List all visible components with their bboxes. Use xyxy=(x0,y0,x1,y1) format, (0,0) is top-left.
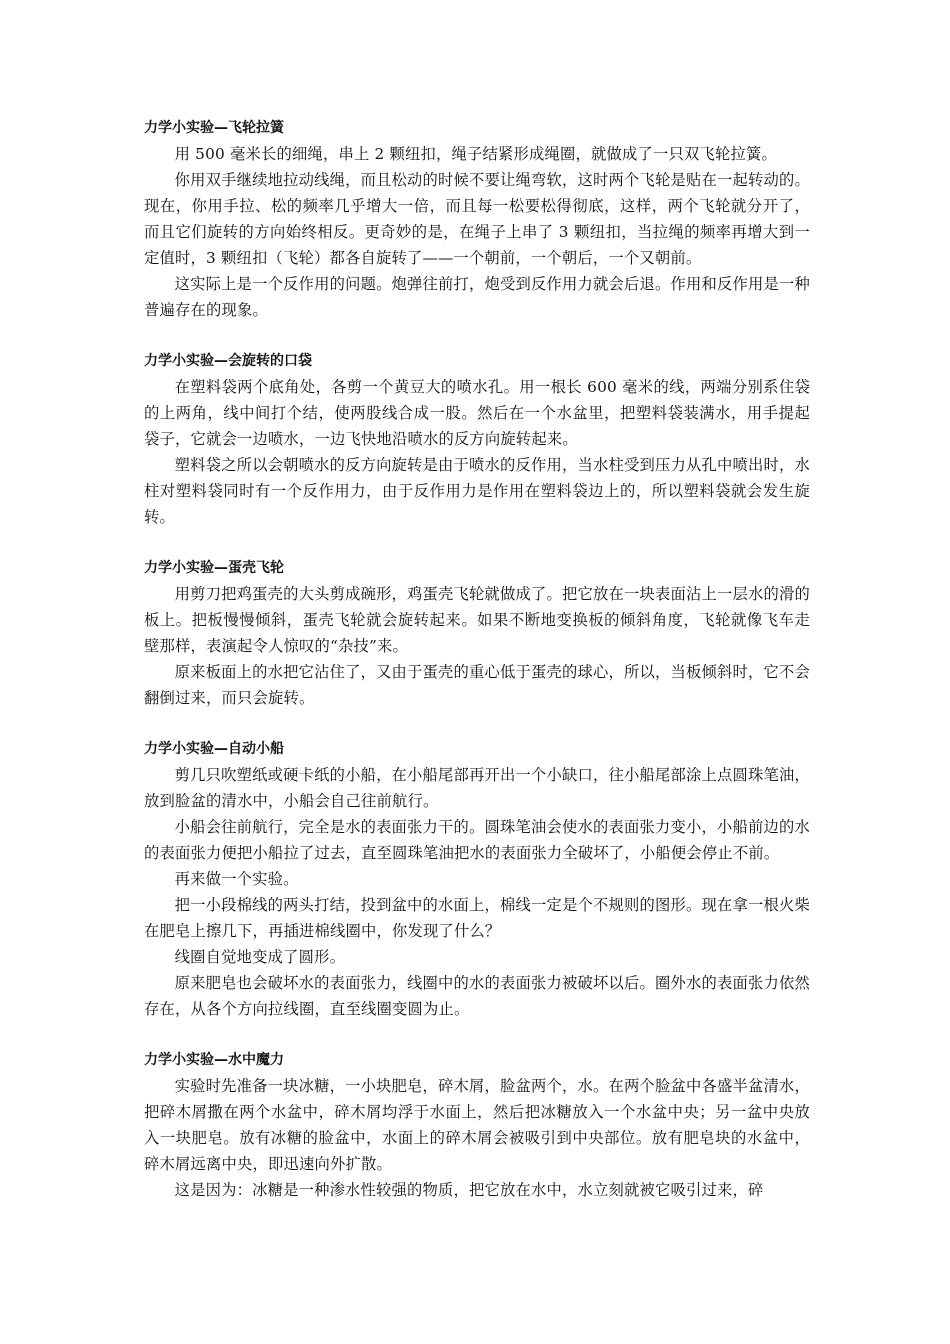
paragraph: 线圈自觉地变成了圆形。 xyxy=(174,948,346,966)
paragraph: 再来做一个实验。 xyxy=(174,870,299,888)
section-rotating-bag xyxy=(144,348,810,530)
section-flywheel-spring xyxy=(144,115,810,323)
paragraph: 这是因为：冰糖是一种渗水性较强的物质，把它放在水中，水立刻就被它吸引过来，碎 xyxy=(174,1181,764,1199)
paragraph: 原来肥皂也会破坏水的表面张力，线圈中的水的表面张力被破坏以后。圈外水的表面张力依然存在，从各个方向拉线圈，直至线圈变圆为止。 xyxy=(144,974,810,1018)
section-automatic-boat xyxy=(144,736,810,1022)
section-water-magic xyxy=(144,1047,810,1203)
paragraph: 你用双手继续地拉动线绳，而且松动的时候不要让绳弯软，这时两个飞轮是贴在一起转动的。现在，你用手拉、松的频率几乎增大一倍，而且每一松要松得彻底，这样，两个飞轮就分开了，而且它们旋转的方向始终相反。更奇妙的是，在绳子上串了 3 颗纽扣，当拉绳的频率再增大到一定值时，3 颗纽扣（飞轮）都各自旋转了——一个朝前，一个朝后，一个又朝前。 xyxy=(144,171,810,267)
paragraph: 塑料袋之所以会朝喷水的反方向旋转是由于喷水的反作用，当水柱受到压力从孔中喷出时，水柱对塑料袋同时有一个反作用力，由于反作用力是作用在塑料袋边上的，所以塑料袋就会发生旋转。 xyxy=(144,456,810,526)
section-eggshell-flywheel xyxy=(144,555,810,711)
document-body xyxy=(144,115,810,1228)
paragraph: 原来板面上的水把它沾住了，又由于蛋壳的重心低于蛋壳的球心，所以，当板倾斜时，它不会翻倒过来，而只会旋转。 xyxy=(144,663,810,707)
paragraph: 用 500 毫米长的细绳，串上 2 颗纽扣，绳子结紧形成绳圈，就做成了一只双飞轮拉簧。 xyxy=(174,145,777,163)
paragraph: 剪几只吹塑纸或硬卡纸的小船，在小船尾部再开出一个小缺口，往小船尾部涂上点圆珠笔油，放到脸盆的清水中，小船会自己往前航行。 xyxy=(144,766,810,810)
paragraph: 在塑料袋两个底角处，各剪一个黄豆大的喷水孔。用一根长 600 毫米的线，两端分别系住袋的上两角，线中间打个结，使两股线合成一股。然后在一个水盆里，把塑料袋装满水，用手提起袋子，它就会一边喷水，一边飞快地沿喷水的反方向旋转起来。 xyxy=(144,378,810,448)
paragraph: 用剪刀把鸡蛋壳的大头剪成碗形，鸡蛋壳飞轮就做成了。把它放在一块表面沾上一层水的滑的板上。把板慢慢倾斜，蛋壳飞轮就会旋转起来。如果不断地变换板的倾斜角度，飞轮就像飞车走壁那样，表演起令人惊叹的“杂技”来。 xyxy=(144,585,810,655)
section-title: 力学小实验—会旋转的口袋 xyxy=(144,353,312,369)
paragraph: 把一小段棉线的两头打结，投到盆中的水面上，棉线一定是个不规则的图形。现在拿一根火柴在肥皂上擦几下，再插进棉线圈中，你发现了什么？ xyxy=(144,896,810,940)
section-title: 力学小实验—蛋壳飞轮 xyxy=(144,560,284,576)
section-title: 力学小实验—水中魔力 xyxy=(144,1052,284,1068)
section-title: 力学小实验—飞轮拉簧 xyxy=(144,120,284,136)
section-title: 力学小实验—自动小船 xyxy=(144,741,284,757)
paragraph: 实验时先准备一块冰糖，一小块肥皂，碎木屑，脸盆两个，水。在两个脸盆中各盛半盆清水，把碎木屑撒在两个水盆中，碎木屑均浮于水面上，然后把冰糖放入一个水盆中央；另一盆中央放入一块肥皂。放有冰糖的脸盆中，水面上的碎木屑会被吸引到中央部位。放有肥皂块的水盆中，碎木屑远离中央，即迅速向外扩散。 xyxy=(144,1077,810,1173)
paragraph: 小船会往前航行，完全是水的表面张力干的。圆珠笔油会使水的表面张力变小，小船前边的水的表面张力便把小船拉了过去，直至圆珠笔油把水的表面张力全破坏了，小船便会停止不前。 xyxy=(144,818,810,862)
paragraph: 这实际上是一个反作用的问题。炮弹往前打，炮受到反作用力就会后退。作用和反作用是一种普遍存在的现象。 xyxy=(144,275,810,319)
